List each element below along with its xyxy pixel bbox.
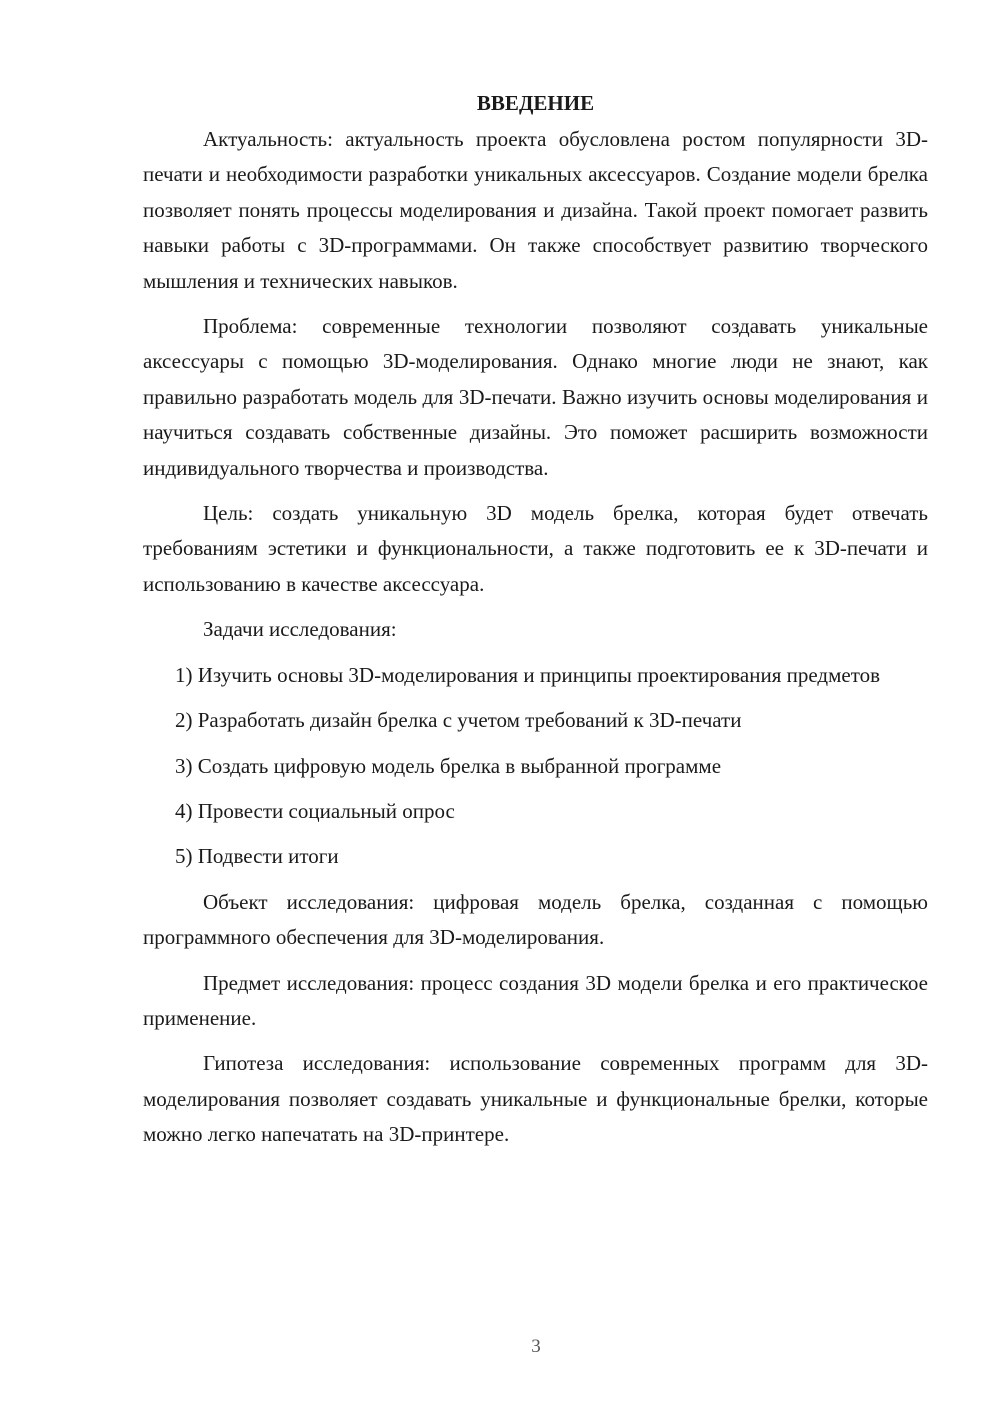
page-title: ВВЕДЕНИЕ xyxy=(476,91,595,115)
relevance-paragraph: Актуальность: актуальность проекта обусловлена ростом популярности 3D-печати и необходимости разработки уникальных аксессуаров. Создание модели брелка позволяет понять процессы моделирования и дизайна. Такой проект помогает развить навыки работы с 3D-программами. Он также способствует развитию творческого мышления и технических навыков. xyxy=(143,127,928,293)
tasks-heading: Задачи исследования: xyxy=(203,617,397,642)
problem-paragraph: Проблема: современные технологии позволяют создавать уникальные аксессуары с помощью 3D-моделирования. Однако многие люди не знают, как правильно разработать модель для 3D-печати. Важно изучить основы моделирования и научиться создавать собственные дизайны. Это поможет расширить возможности индивидуального творчества и производства. xyxy=(143,314,928,480)
task-item: 4) Провести социальный опрос xyxy=(175,798,455,823)
page-number: 3 xyxy=(531,1336,541,1357)
goal-paragraph: Цель: создать уникальную 3D модель брелка, которая будет отвечать требованиям эстетики и функциональности, а также подготовить ее к 3D-печати и использованию в качестве аксессуара. xyxy=(143,501,928,596)
task-item: 5) Подвести итоги xyxy=(175,844,339,869)
task-item: 2) Разработать дизайн брелка с учетом требований к 3D-печати xyxy=(175,708,742,733)
document-page xyxy=(143,90,928,1163)
task-item: 3) Создать цифровую модель брелка в выбранной программе xyxy=(175,753,722,778)
hypothesis-paragraph: Гипотеза исследования: использование современных программ для 3D-моделирования позволяет создавать уникальные и функциональные брелки, которые можно легко напечатать на 3D-принтере. xyxy=(143,1051,928,1147)
object-paragraph: Объект исследования: цифровая модель брелка, созданная с помощью программного обеспечения для 3D-моделирования. xyxy=(143,889,928,950)
task-item: 1) Изучить основы 3D-моделирования и принципы проектирования предметов xyxy=(175,662,881,687)
subject-paragraph: Предмет исследования: процесс создания 3D модели брелка и его практическое применение. xyxy=(143,970,928,1030)
